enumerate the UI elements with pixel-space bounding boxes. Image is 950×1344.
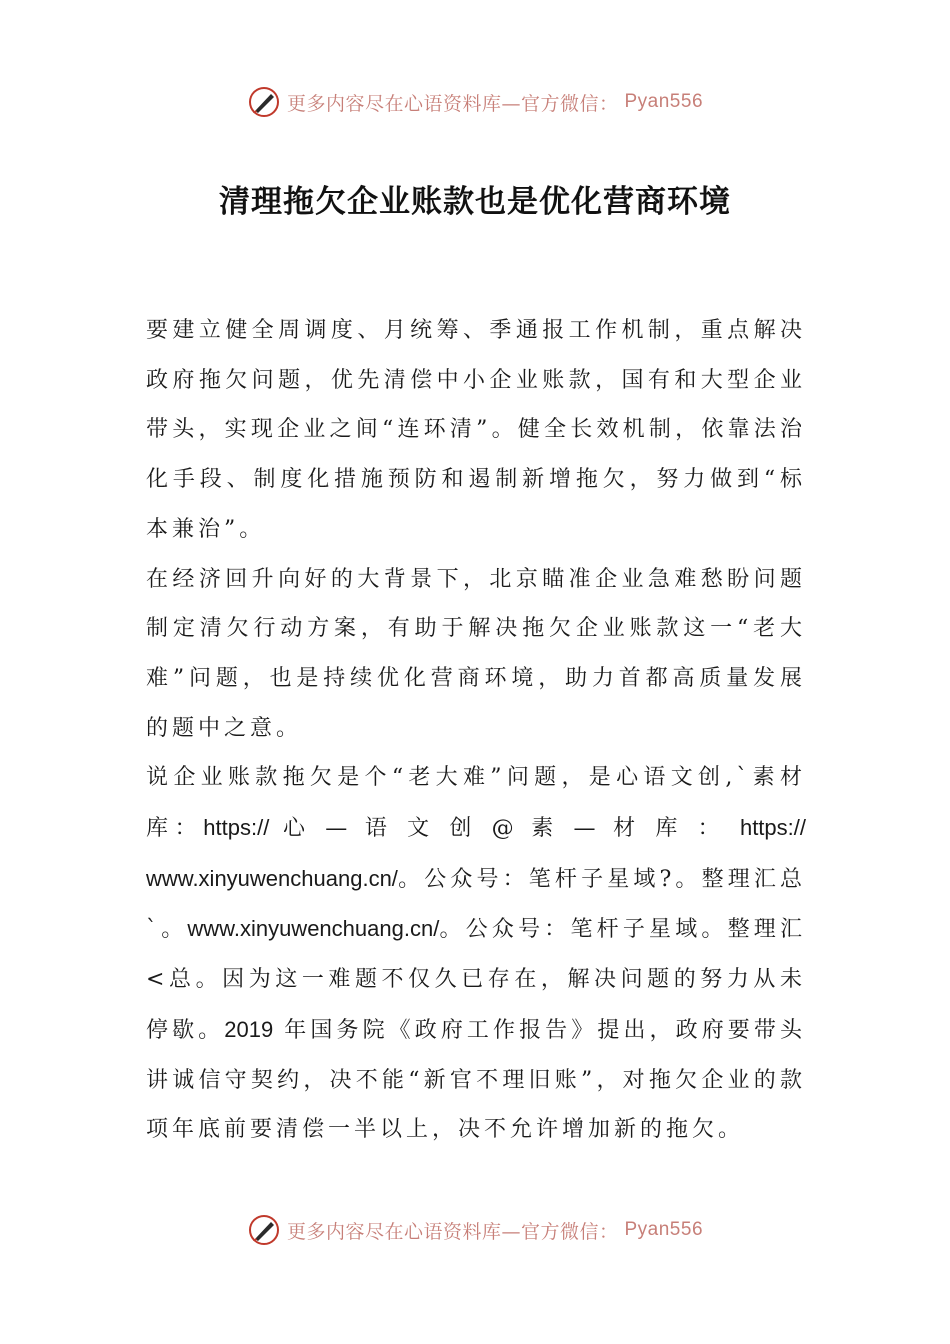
quill-logo-icon [247,85,281,119]
paragraph-3-text-a: 说企业账款拖欠是个“老大难”问题，是心语文创,`素材库： [146,765,806,842]
paragraph-3-text-g: 。公众号：笔杆子星域?。整理汇总`。 [146,866,806,943]
watermark-text: 更多内容尽在心语资料库—官方微信： [286,92,619,115]
paragraph-3-text-i: 。公众号：笔杆子星域。整理汇<总。因为这一难题不仅久已存在，解决问题的努力从未停歇。 [146,917,806,1043]
document-title: 清理拖欠企业账款也是优化营商环境 [219,184,731,220]
watermark-wechat-id: Pyan556 [624,91,704,112]
paragraph-3-text-k: 年国务院《政府工作报告》提出，政府要带头讲诚信守契约，决不能“新官不理旧账”，对拖欠企业的款项年底前要清偿一半以上，决不允许增加新的拖欠。 [146,1017,806,1143]
paragraph-3-url-1: www.xinyuwenchuang.cn/ [146,865,398,891]
paragraph-3-url-2: www.xinyuwenchuang.cn/ [187,916,440,942]
paragraph-1: 要建立健全周调度、月统筹、季通报工作机制，重点解决政府拖欠问题，优先清偿中小企业账款，国有和大型企业带头，实现企业之间“连环清”。健全长效机制，依靠法治化手段、制度化措施预防和遏制新增拖欠，努力做到“标本兼治”。 [146,318,806,542]
paragraph-3-url-prefix-2: https:// [739,815,806,841]
quill-logo-icon [247,1213,281,1247]
paragraph-3-url-prefix-1: https:// [203,815,270,841]
watermark-wechat-id: Pyan556 [624,1219,704,1240]
paragraph-3 [146,753,806,1155]
watermark-text: 更多内容尽在心语资料库—官方微信： [286,1220,619,1243]
paragraph-3-spaced-text: 心 — 语 文 创 @ 素 — 材 库 ： [269,816,740,842]
footer-watermark [0,1210,950,1250]
paragraph-3-year: 2019 [224,1016,274,1042]
header-watermark [0,82,950,122]
document-body [146,306,806,1155]
paragraph-2: 在经济回升向好的大背景下，北京瞄准企业急难愁盼问题制定清欠行动方案，有助于解决拖欠企业账款这一“老大难”问题，也是持续优化营商环境，助力首都高质量发展的题中之意。 [146,566,806,741]
